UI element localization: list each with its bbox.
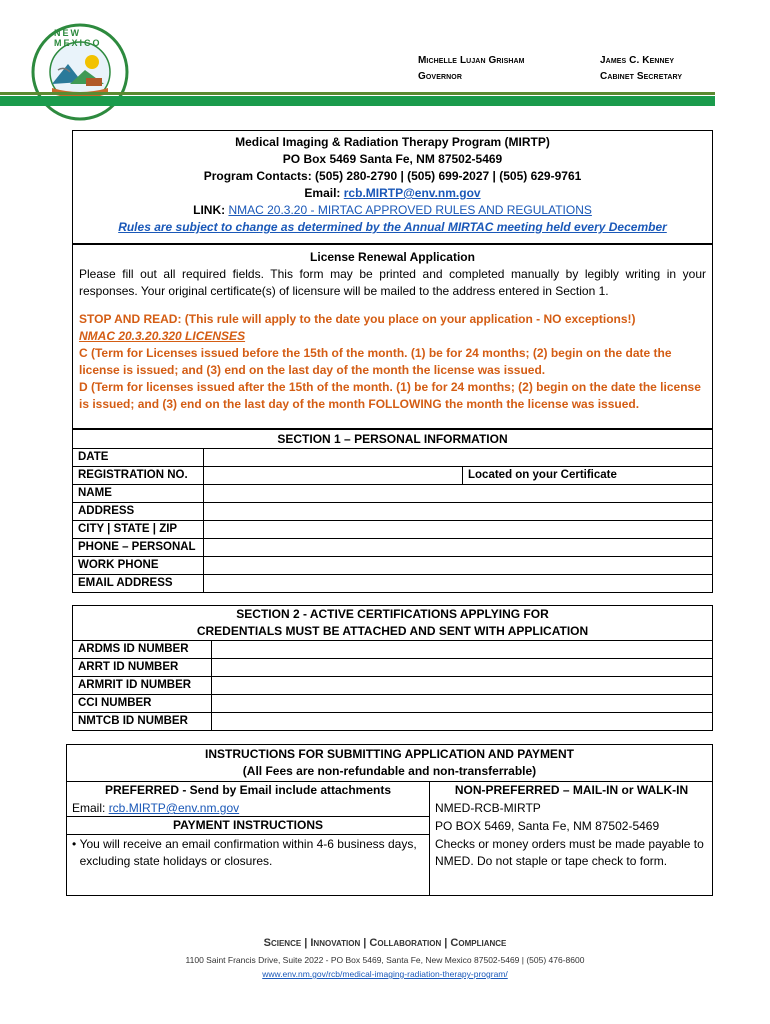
- field-label: ARMRIT ID NUMBER: [73, 677, 212, 695]
- table-row: [73, 677, 713, 695]
- header-divider-green: [0, 96, 715, 106]
- registration-note: Located on your Certificate: [463, 467, 713, 485]
- governor-name: Michelle Lujan Grisham: [418, 55, 525, 66]
- bullet-icon: •: [72, 837, 77, 851]
- program-email-label: Email:: [304, 186, 341, 200]
- table-row: [73, 557, 713, 575]
- field-label: REGISTRATION NO.: [73, 467, 204, 485]
- preferred-email-line: [72, 800, 239, 817]
- table-row: [73, 521, 713, 539]
- work-phone-field[interactable]: [204, 557, 713, 575]
- secretary-name: James C. Kenney: [600, 55, 675, 66]
- nmtcb-field[interactable]: [212, 713, 713, 731]
- footer-url[interactable]: www.env.nm.gov/rcb/medical-imaging-radiation-therapy-program/: [262, 969, 508, 979]
- armrit-field[interactable]: [212, 677, 713, 695]
- table-row: [73, 539, 713, 557]
- rule-c: C (Term for Licenses issued before the 15th of the month. (1) be for 24 months; (2) begin on the date the license is issued; and (3) end on the last day of the month the license was issued.: [79, 346, 672, 377]
- field-label: NMTCB ID NUMBER: [73, 713, 212, 731]
- field-label: NAME: [73, 485, 204, 503]
- arrt-field[interactable]: [212, 659, 713, 677]
- instructions-hline2: [67, 834, 430, 835]
- email-address-field[interactable]: [204, 575, 713, 593]
- payment-bullet-text: You will receive an email confirmation within 4-6 business days, excluding state holidays or closures.: [79, 837, 417, 868]
- field-label: ARRT ID NUMBER: [73, 659, 212, 677]
- table-row: [73, 659, 713, 677]
- personal-phone-field[interactable]: [204, 539, 713, 557]
- field-label: ADDRESS: [73, 503, 204, 521]
- checks-note: Checks or money orders must be made payable to NMED. Do not staple or tape check to form.: [435, 837, 704, 868]
- field-label: WORK PHONE: [73, 557, 204, 575]
- table-row: [73, 485, 713, 503]
- mail-line1: NMED-RCB-MIRTP: [435, 801, 541, 815]
- section2-title-line1: SECTION 2 - ACTIVE CERTIFICATIONS APPLYING FOR: [236, 607, 549, 621]
- logo-text-top: NEW MEXICO: [54, 28, 102, 48]
- field-label: ARDMS ID NUMBER: [73, 641, 212, 659]
- stop-and-read: STOP AND READ: (This rule will apply to the date you place on your application - NO exceptions!): [79, 312, 636, 326]
- instructions-box: [66, 744, 713, 896]
- rule-d: D (Term for licenses issued after the 15th of the month. (1) be for 24 months; (2) begin on the date the license is issued; and (3) end on the last day of the month FOLLOWING the month the license was issued.: [79, 380, 701, 411]
- instructions-title: INSTRUCTIONS FOR SUBMITTING APPLICATION AND PAYMENT: [205, 747, 574, 761]
- form-title: License Renewal Application: [310, 250, 475, 264]
- table-row: [73, 449, 713, 467]
- section2-title: [72, 605, 713, 640]
- field-label: EMAIL ADDRESS: [73, 575, 204, 593]
- mail-line2: PO BOX 5469, Santa Fe, NM 87502-5469: [435, 819, 660, 833]
- city-state-zip-field[interactable]: [204, 521, 713, 539]
- program-email-line: [73, 185, 712, 202]
- preferred-heading: PREFERRED - Send by Email include attachments: [104, 783, 392, 797]
- program-email-link[interactable]: rcb.MIRTP@env.nm.gov: [343, 186, 481, 200]
- payment-heading: PAYMENT INSTRUCTIONS: [172, 818, 323, 832]
- program-title: Medical Imaging & Radiation Therapy Program (MIRTP): [235, 135, 550, 149]
- program-link-line: [73, 202, 712, 219]
- field-label: PHONE – PERSONAL: [73, 539, 204, 557]
- intro-box: [72, 244, 713, 429]
- table-row: [73, 503, 713, 521]
- nonpreferred-heading: NON-PREFERRED – MAIL-IN or WALK-IN: [454, 783, 689, 797]
- payment-bullet: [72, 836, 417, 870]
- section1-table: [72, 448, 713, 593]
- nmed-logo: [30, 22, 130, 122]
- section2-title-line2: CREDENTIALS MUST BE ATTACHED AND SENT WITH APPLICATION: [196, 624, 589, 638]
- field-label: DATE: [73, 449, 204, 467]
- rules-notice: Rules are subject to change as determined by the Annual MIRTAC meeting held every December: [118, 220, 667, 234]
- form-instructions: Please fill out all required fields. This form may be printed and completed manually by legibly writing in your responses. Your original certificate(s) of licensure will be mailed to the address entered in Section 1.: [79, 267, 706, 298]
- cci-field[interactable]: [212, 695, 713, 713]
- table-row: [73, 467, 713, 485]
- preferred-email-label: Email:: [72, 801, 106, 815]
- registration-field[interactable]: [204, 467, 463, 485]
- program-contacts: Program Contacts: (505) 280-2790 | (505) 699-2027 | (505) 629-9761: [203, 169, 582, 183]
- section2-table: [72, 640, 713, 731]
- header-divider-dark: [0, 92, 715, 95]
- table-row: [73, 713, 713, 731]
- field-label: CITY | STATE | ZIP: [73, 521, 204, 539]
- rules-regulations-link[interactable]: NMAC 20.3.20 - MIRTAC APPROVED RULES AND REGULATIONS: [228, 203, 592, 217]
- program-link-label: LINK:: [193, 203, 226, 217]
- address-field[interactable]: [204, 503, 713, 521]
- program-address: PO Box 5469 Santa Fe, NM 87502-5469: [282, 152, 503, 166]
- rule-reference: NMAC 20.3.20.320 LICENSES: [79, 329, 246, 343]
- date-field[interactable]: [204, 449, 713, 467]
- table-row: [73, 695, 713, 713]
- governor-title: Governor: [418, 71, 462, 82]
- footer-motto: Science | Innovation | Collaboration | Compliance: [263, 937, 507, 949]
- program-info-box: [72, 130, 713, 244]
- preferred-email-link[interactable]: rcb.MIRTP@env.nm.gov: [108, 801, 240, 815]
- table-row: [73, 641, 713, 659]
- field-label: CCI NUMBER: [73, 695, 212, 713]
- table-row: [73, 575, 713, 593]
- ardms-field[interactable]: [212, 641, 713, 659]
- section1-title: SECTION 1 – PERSONAL INFORMATION: [72, 429, 713, 448]
- secretary-title: Cabinet Secretary: [600, 71, 683, 82]
- name-field[interactable]: [204, 485, 713, 503]
- footer-address: 1100 Saint Francis Drive, Suite 2022 - PO Box 5469, Santa Fe, New Mexico 87502-5469 | (505) 476-8600: [185, 955, 585, 965]
- instructions-subtitle: (All Fees are non-refundable and non-transferrable): [242, 764, 537, 778]
